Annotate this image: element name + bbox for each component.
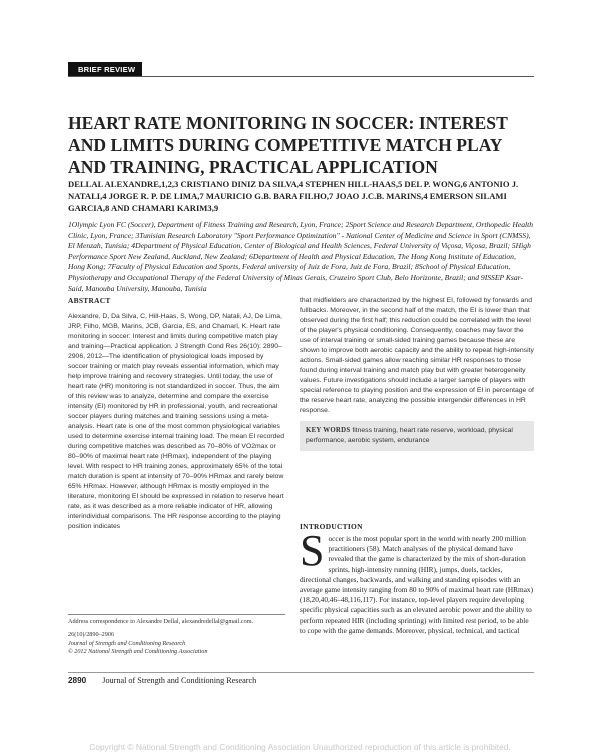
keywords-label: KEY WORDS <box>306 427 351 434</box>
right-column <box>300 296 534 451</box>
introduction-text: occer is the most popular sport in the world with nearly 200 million practitioners (58). Match analyses of the physical demand have revealed that the game is characterized by the mix of short-duration sprints, high-intensity running (HIR), jumps, duels, tackles, directional changes, backwards, and walking and standing episodes with an average game intensity ranging from 80 to 90% of maximal heart rate (HRmax) (18,20,40,46–48,116,117). For instance, top-level players require developing specific physical capacities such as an elevated aerobic power and the ability to perform repeated HIR (including sprinting) with limited rest period, to be able to cope with the game demands. Moreover, physical, technical, and tactical <box>300 534 534 635</box>
page-number: 2890 <box>68 676 87 685</box>
author-list: DELLAL ALEXANDRE,1,2,3 CRISTIANO DINIZ DA SILVA,4 STEPHEN HILL-HAAS,5 DEL P. WONG,6 ANTONIO J. NATALI,4 JORGE R. P. DE LIMA,7 MAURICIO G.B. BARA FILHO,7 JOAO J.C.B. MARINS,4 EMERSON SILAMI GARCIA,8 AND CHAMARI KARIM3,9 <box>68 179 519 213</box>
abstract-continued: that midfielders are characterized by the highest EI, followed by forwards and fullbacks. Moreover, in the second half of the match, the EI is lower than that observed during the first half; this reduction could be correlated with the level of the player's physical conditioning. Consequently, coaches may favor the use of interval training or small-sided training games because these are shown to improve both aerobic capacity and the ability to repeat high-intensity actions. Small-sided games allow reaching similar HR responses to those found during interval training and match play but with greater heterogeneity values. Future investigations should include a larger sample of players with special reference to playing position and the expression of EI in percentage of the reserve heart rate, analyzing the possible intergender differences in HR response. <box>300 297 534 414</box>
abstract-text: Alexandre, D, Da Silva, C, Hill-Haas, S, Wong, DP, Natali, AJ, De Lima, JRP, Filho, MGB, Marins, JCB, Garcia, ES, and Chamari, K. Heart rate monitoring in soccer: Interest and limits during competitive match play and training—Practical application. J Strength Cond Res 26(10): 2890–2906, 2012—The identification of physiological loads imposed by soccer training or match play reveals essential information, which may help improve training and recovery strategies. Until today, the use of heart rate (HR) monitoring is not standardized in soccer. Thus, the aim of this review was to analyze, determine and compare the exercise intensity (EI) monitored by HR in professional, youth, and recreational soccer players during matches and training sessions using a meta-analysis. Heart rate is one of the most common physiological variables used to determine exercise internal training load. The mean EI recorded during competitive matches was described as 70–80% of VO2max or 80–90% of maximal heart rate (HRmax), independent of the playing level. With respect to HR training zones, approximately 65% of the total match duration is spent at intensity of 70–90% HRmax and rarely below 65% HRmax. However, although HRmax is mostly employed in the literature, monitoring EI should be expressed in relation to reserve heart rate, as it was described as a more reliable indicator of HR, allowing interindividual comparisons. The HR response according to the playing position indicates <box>68 313 284 530</box>
copyright-citation: © 2012 National Strength and Conditioning Association <box>68 648 208 656</box>
footnote-rule <box>68 614 285 615</box>
keywords-box <box>300 421 534 451</box>
issue-citation: 26(10)/2890–2906 <box>68 631 115 639</box>
article-title: HEART RATE MONITORING IN SOCCER: INTEREST AND LIMITS DURING COMPETITIVE MATCH PLAY AND TRAINING, PRACTICAL APPLICATION <box>68 113 508 177</box>
correspondence-note: Address correspondence to Alexandre Dellal, alexandredellal@gmail.com. <box>68 618 254 625</box>
left-column <box>68 296 285 532</box>
journal-citation: Journal of Strength and Conditioning Research <box>68 639 186 647</box>
folio-rule <box>68 672 534 673</box>
folio-journal-name: Journal of Strength and Conditioning Research <box>102 676 257 685</box>
header-rule <box>68 76 534 77</box>
copyright-notice: Copyright © National Strength and Conditioning Association Unauthorized reproduction of this article is prohibited. <box>89 742 511 752</box>
abstract-heading: ABSTRACT <box>68 296 111 305</box>
page-folio <box>68 676 256 685</box>
keywords-text: fitness training, heart rate reserve, workload, physical performance, aerobic system, endurance <box>306 427 513 444</box>
drop-cap: S <box>300 526 325 575</box>
affiliations: 1Olympic Lyon FC (Soccer), Department of Fitness Training and Research, Lyon, France; 2Sport Science and Research Department, Orthopedic Health Clinic, Lyon, France; 3Tunisian Research Laboratory "Sport Performance Optimization" - National Center of Medicine and Science in Sport (CNMSS), El Menzah, Tunisia; 4Department of Physical Education, Center of Biological and Health Sciences, Federal University of Viçosa, Viçosa, Brazil; 5High Performance Sport New Zealand, Auckland, New Zealand; 6Department of Health and Physical Education, The Hong Kong Institute of Education, Hong Kong; 7Faculty of Physical Education and Sports, Federal university of Juiz de Fora, Juiz de Fora, Brazil; 8School of Physical Education, Physiotherapy and Occupational Therapy of the Federal University of Minas Gerais, Cruzeiro Sport Club, Belo Horizonte, Brazil; and 9ISSEP Ksar-Said, Manouba University, Manouba, Tunisia <box>68 220 534 293</box>
introduction-heading: INTRODUCTION <box>300 522 363 531</box>
article-type-badge: BRIEF REVIEW <box>68 62 142 76</box>
footnotes <box>68 618 285 657</box>
